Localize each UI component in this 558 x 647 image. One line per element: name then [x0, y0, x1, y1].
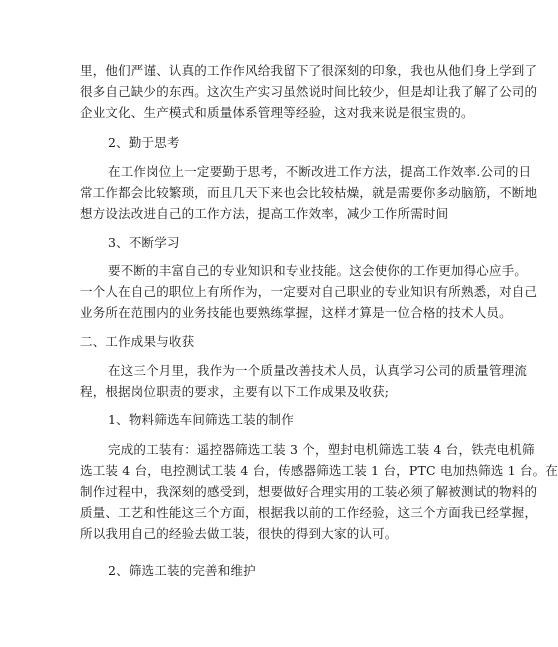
paragraph-line: 业务所在范围内的业务技能也要熟练掌握，这样才算是一位合格的技术人员。	[80, 305, 512, 320]
paragraph-line: 里，他们严谨、认真的工作作风给我留下了很深刻的印象，我也从他们身上学到了	[80, 63, 538, 78]
paragraph-line: 要不断的丰富自己的专业知识和专业技能。这会使你的工作更加得心应手。	[108, 263, 528, 278]
paragraph-line: 在这三个月里，我作为一个质量改善技术人员，认真学习公司的质量管理流	[108, 363, 528, 378]
paragraph-line: 在工作岗位上一定要勤于思考，不断改进工作方法，提高工作效率.公司的日	[108, 164, 532, 179]
paragraph-line: 常工作都会比较繁琐，而且几天下来也会比较枯燥，就是需要你多动脑筋，不断地	[80, 185, 538, 200]
section-heading-improve: 2、筛选工装的完善和维护	[108, 563, 256, 578]
section-heading-results: 二、工作成果与收获	[80, 334, 195, 349]
section-heading-learn: 3、不断学习	[108, 235, 180, 250]
section-heading-think: 2、勤于思考	[108, 135, 180, 150]
paragraph-line: 很多自己缺少的东西。这次生产实习虽然说时间比较少，但是却让我了解了公司的	[80, 84, 538, 99]
section-heading-fixture: 1、物料筛选车间筛选工装的制作	[108, 412, 294, 427]
paragraph-line: 企业文化、生产模式和质量体系管理等经验，这对我来说是很宝贵的。	[80, 105, 474, 120]
paragraph-line: 质量、工艺和性能这三个方面，根据我以前的工作经验，这三个方面我已经掌握，	[80, 505, 538, 520]
paragraph-line: 想方设法改进自己的工作方法，提高工作效率，减少工作所需时间	[80, 206, 449, 221]
paragraph-line: 程，根据岗位职责的要求，主要有以下工作成果及收获;	[80, 384, 390, 399]
paragraph-line: 完成的工装有：遥控器筛选工装 3 个，塑封电机筛选工装 4 台，铁壳电机筛	[108, 442, 535, 457]
paragraph-line: 制作过程中，我深刻的感受到，想要做好合理实用的工装必须了解被测试的物料的	[80, 484, 538, 499]
paragraph-line: 所以我用自己的经验去做工装，很快的得到大家的认可。	[80, 526, 398, 541]
paragraph-line: 选工装 4 台，电控测试工装 4 台，传感器筛选工装 1 台，PTC 电加热筛选 1 台。在	[80, 463, 558, 478]
paragraph-line: 一个人在自己的职位上有所作为，一定要对自己职业的专业知识有所熟悉，对自己	[80, 284, 538, 299]
